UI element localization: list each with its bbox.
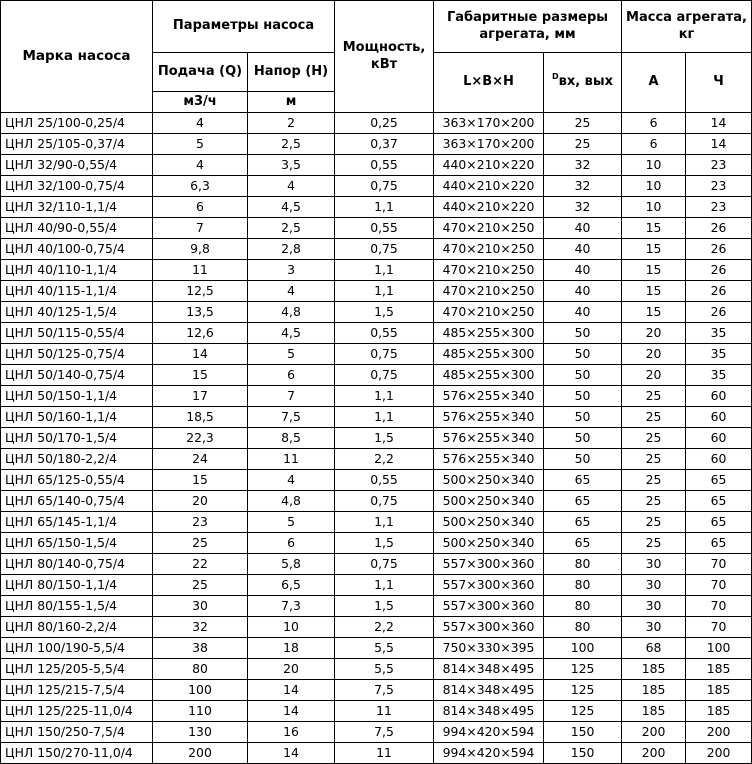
cell-pump-mark: ЦНЛ 25/100-0,25/4 xyxy=(1,113,153,134)
cell-mass-ch: 200 xyxy=(686,722,752,743)
cell-mass-ch: 26 xyxy=(686,281,752,302)
cell-dimensions: 576×255×340 xyxy=(434,407,544,428)
cell-diameter: 32 xyxy=(544,176,622,197)
cell-pump-mark: ЦНЛ 50/170-1,5/4 xyxy=(1,428,153,449)
cell-pump-mark: ЦНЛ 40/115-1,1/4 xyxy=(1,281,153,302)
cell-flow: 30 xyxy=(153,596,248,617)
cell-flow: 22,3 xyxy=(153,428,248,449)
cell-power: 7,5 xyxy=(335,680,434,701)
cell-diameter: 80 xyxy=(544,617,622,638)
cell-dimensions: 994×420×594 xyxy=(434,743,544,764)
cell-power: 2,2 xyxy=(335,617,434,638)
table-row xyxy=(1,449,752,470)
cell-dimensions: 557×300×360 xyxy=(434,554,544,575)
table-row xyxy=(1,365,752,386)
cell-head: 7 xyxy=(248,386,335,407)
cell-pump-mark: ЦНЛ 40/125-1,5/4 xyxy=(1,302,153,323)
cell-mass-a: 25 xyxy=(622,449,686,470)
cell-power: 0,75 xyxy=(335,365,434,386)
table-row xyxy=(1,554,752,575)
cell-mass-ch: 185 xyxy=(686,659,752,680)
header-pump-params: Параметры насоса xyxy=(153,1,335,53)
table-row xyxy=(1,155,752,176)
header-flow: Подача (Q) xyxy=(153,53,248,92)
cell-mass-a: 68 xyxy=(622,638,686,659)
cell-mass-a: 15 xyxy=(622,239,686,260)
cell-diameter: 65 xyxy=(544,491,622,512)
cell-mass-a: 200 xyxy=(622,722,686,743)
table-row xyxy=(1,701,752,722)
cell-mass-a: 30 xyxy=(622,617,686,638)
table-row xyxy=(1,197,752,218)
cell-pump-mark: ЦНЛ 80/155-1,5/4 xyxy=(1,596,153,617)
header-mass: Масса агрегата, кг xyxy=(622,1,752,53)
cell-dimensions: 440×210×220 xyxy=(434,197,544,218)
cell-head: 5 xyxy=(248,344,335,365)
cell-pump-mark: ЦНЛ 150/270-11,0/4 xyxy=(1,743,153,764)
cell-diameter: 80 xyxy=(544,575,622,596)
cell-diameter: 50 xyxy=(544,323,622,344)
table-row xyxy=(1,575,752,596)
cell-flow: 12,6 xyxy=(153,323,248,344)
cell-head: 2,5 xyxy=(248,218,335,239)
cell-dimensions: 576×255×340 xyxy=(434,449,544,470)
cell-diameter: 150 xyxy=(544,743,622,764)
cell-flow: 6,3 xyxy=(153,176,248,197)
cell-power: 1,1 xyxy=(335,386,434,407)
cell-head: 7,5 xyxy=(248,407,335,428)
cell-diameter: 80 xyxy=(544,596,622,617)
cell-diameter: 50 xyxy=(544,428,622,449)
cell-head: 4 xyxy=(248,470,335,491)
cell-mass-ch: 60 xyxy=(686,407,752,428)
cell-pump-mark: ЦНЛ 25/105-0,37/4 xyxy=(1,134,153,155)
header-d-sup: D xyxy=(551,72,559,82)
cell-diameter: 125 xyxy=(544,659,622,680)
header-lbh: L×B×H xyxy=(434,53,544,113)
header-head-unit: м xyxy=(248,92,335,113)
cell-head: 4 xyxy=(248,176,335,197)
cell-mass-a: 185 xyxy=(622,659,686,680)
cell-mass-ch: 14 xyxy=(686,113,752,134)
cell-pump-mark: ЦНЛ 65/140-0,75/4 xyxy=(1,491,153,512)
cell-dimensions: 470×210×250 xyxy=(434,260,544,281)
cell-head: 3,5 xyxy=(248,155,335,176)
cell-power: 1,1 xyxy=(335,260,434,281)
table-body xyxy=(1,113,752,764)
cell-mass-a: 15 xyxy=(622,302,686,323)
cell-mass-ch: 26 xyxy=(686,260,752,281)
cell-mass-ch: 65 xyxy=(686,533,752,554)
cell-power: 7,5 xyxy=(335,722,434,743)
cell-flow: 17 xyxy=(153,386,248,407)
cell-dimensions: 500×250×340 xyxy=(434,533,544,554)
cell-diameter: 50 xyxy=(544,386,622,407)
cell-diameter: 40 xyxy=(544,260,622,281)
table-row xyxy=(1,113,752,134)
cell-pump-mark: ЦНЛ 50/140-0,75/4 xyxy=(1,365,153,386)
cell-dimensions: 557×300×360 xyxy=(434,575,544,596)
cell-diameter: 65 xyxy=(544,470,622,491)
cell-dimensions: 576×255×340 xyxy=(434,428,544,449)
cell-dimensions: 440×210×220 xyxy=(434,155,544,176)
cell-flow: 25 xyxy=(153,533,248,554)
cell-pump-mark: ЦНЛ 100/190-5,5/4 xyxy=(1,638,153,659)
cell-power: 0,55 xyxy=(335,155,434,176)
cell-dimensions: 500×250×340 xyxy=(434,470,544,491)
table-row xyxy=(1,638,752,659)
cell-mass-a: 20 xyxy=(622,323,686,344)
cell-mass-ch: 26 xyxy=(686,218,752,239)
cell-mass-a: 10 xyxy=(622,197,686,218)
cell-pump-mark: ЦНЛ 32/90-0,55/4 xyxy=(1,155,153,176)
cell-head: 11 xyxy=(248,449,335,470)
cell-power: 5,5 xyxy=(335,638,434,659)
cell-power: 0,55 xyxy=(335,470,434,491)
cell-power: 0,75 xyxy=(335,344,434,365)
cell-head: 18 xyxy=(248,638,335,659)
cell-diameter: 50 xyxy=(544,344,622,365)
cell-mass-ch: 60 xyxy=(686,449,752,470)
cell-pump-mark: ЦНЛ 40/110-1,1/4 xyxy=(1,260,153,281)
table-row xyxy=(1,407,752,428)
cell-mass-a: 25 xyxy=(622,512,686,533)
cell-dimensions: 750×330×395 xyxy=(434,638,544,659)
table-row xyxy=(1,260,752,281)
cell-flow: 9,8 xyxy=(153,239,248,260)
cell-mass-a: 20 xyxy=(622,365,686,386)
table-row xyxy=(1,218,752,239)
cell-mass-a: 10 xyxy=(622,176,686,197)
table-row xyxy=(1,743,752,764)
cell-pump-mark: ЦНЛ 32/110-1,1/4 xyxy=(1,197,153,218)
cell-diameter: 40 xyxy=(544,302,622,323)
cell-head: 14 xyxy=(248,743,335,764)
cell-pump-mark: ЦНЛ 40/100-0,75/4 xyxy=(1,239,153,260)
cell-dimensions: 557×300×360 xyxy=(434,596,544,617)
cell-power: 0,55 xyxy=(335,323,434,344)
cell-dimensions: 485×255×300 xyxy=(434,365,544,386)
cell-flow: 24 xyxy=(153,449,248,470)
cell-head: 4,5 xyxy=(248,323,335,344)
cell-pump-mark: ЦНЛ 80/160-2,2/4 xyxy=(1,617,153,638)
cell-flow: 12,5 xyxy=(153,281,248,302)
cell-mass-a: 25 xyxy=(622,407,686,428)
cell-pump-mark: ЦНЛ 50/115-0,55/4 xyxy=(1,323,153,344)
cell-mass-a: 25 xyxy=(622,428,686,449)
cell-pump-mark: ЦНЛ 80/150-1,1/4 xyxy=(1,575,153,596)
cell-mass-ch: 35 xyxy=(686,323,752,344)
cell-mass-ch: 60 xyxy=(686,428,752,449)
cell-power: 1,5 xyxy=(335,428,434,449)
cell-head: 16 xyxy=(248,722,335,743)
cell-mass-ch: 23 xyxy=(686,197,752,218)
cell-diameter: 125 xyxy=(544,701,622,722)
table-row xyxy=(1,176,752,197)
header-d-rest: вх, вых xyxy=(558,74,614,90)
cell-flow: 100 xyxy=(153,680,248,701)
cell-diameter: 65 xyxy=(544,533,622,554)
cell-flow: 6 xyxy=(153,197,248,218)
cell-mass-a: 30 xyxy=(622,554,686,575)
cell-mass-ch: 200 xyxy=(686,743,752,764)
cell-flow: 25 xyxy=(153,575,248,596)
cell-mass-ch: 70 xyxy=(686,617,752,638)
cell-flow: 14 xyxy=(153,344,248,365)
cell-flow: 20 xyxy=(153,491,248,512)
cell-head: 14 xyxy=(248,701,335,722)
cell-mass-ch: 26 xyxy=(686,302,752,323)
cell-mass-ch: 70 xyxy=(686,575,752,596)
cell-power: 1,1 xyxy=(335,197,434,218)
table-row xyxy=(1,533,752,554)
cell-power: 1,1 xyxy=(335,281,434,302)
header-pump-mark: Марка насоса xyxy=(1,1,153,113)
cell-diameter: 80 xyxy=(544,554,622,575)
cell-pump-mark: ЦНЛ 125/215-7,5/4 xyxy=(1,680,153,701)
cell-mass-ch: 100 xyxy=(686,638,752,659)
cell-flow: 15 xyxy=(153,365,248,386)
cell-power: 1,5 xyxy=(335,302,434,323)
cell-mass-a: 200 xyxy=(622,743,686,764)
cell-head: 4 xyxy=(248,281,335,302)
cell-mass-a: 25 xyxy=(622,491,686,512)
cell-mass-ch: 70 xyxy=(686,596,752,617)
cell-power: 1,1 xyxy=(335,575,434,596)
table-row xyxy=(1,680,752,701)
cell-mass-ch: 70 xyxy=(686,554,752,575)
cell-dimensions: 485×255×300 xyxy=(434,344,544,365)
table-row xyxy=(1,323,752,344)
cell-head: 6 xyxy=(248,365,335,386)
cell-head: 2 xyxy=(248,113,335,134)
cell-flow: 15 xyxy=(153,470,248,491)
cell-head: 5 xyxy=(248,512,335,533)
cell-diameter: 150 xyxy=(544,722,622,743)
table-row xyxy=(1,281,752,302)
table-row xyxy=(1,659,752,680)
cell-diameter: 40 xyxy=(544,281,622,302)
cell-flow: 110 xyxy=(153,701,248,722)
cell-diameter: 50 xyxy=(544,449,622,470)
cell-mass-a: 25 xyxy=(622,533,686,554)
cell-head: 6,5 xyxy=(248,575,335,596)
cell-dimensions: 470×210×250 xyxy=(434,302,544,323)
cell-dimensions: 470×210×250 xyxy=(434,281,544,302)
cell-diameter: 40 xyxy=(544,239,622,260)
cell-dimensions: 557×300×360 xyxy=(434,617,544,638)
cell-pump-mark: ЦНЛ 125/225-11,0/4 xyxy=(1,701,153,722)
cell-mass-ch: 26 xyxy=(686,239,752,260)
cell-power: 1,5 xyxy=(335,533,434,554)
table-row xyxy=(1,722,752,743)
cell-mass-a: 185 xyxy=(622,680,686,701)
cell-head: 4,8 xyxy=(248,302,335,323)
cell-flow: 22 xyxy=(153,554,248,575)
cell-pump-mark: ЦНЛ 50/180-2,2/4 xyxy=(1,449,153,470)
cell-mass-ch: 185 xyxy=(686,680,752,701)
cell-flow: 7 xyxy=(153,218,248,239)
cell-head: 4,8 xyxy=(248,491,335,512)
cell-pump-mark: ЦНЛ 50/150-1,1/4 xyxy=(1,386,153,407)
cell-power: 0,75 xyxy=(335,491,434,512)
cell-pump-mark: ЦНЛ 65/145-1,1/4 xyxy=(1,512,153,533)
table-row xyxy=(1,302,752,323)
cell-mass-a: 25 xyxy=(622,470,686,491)
cell-diameter: 25 xyxy=(544,113,622,134)
cell-mass-a: 185 xyxy=(622,701,686,722)
cell-dimensions: 440×210×220 xyxy=(434,176,544,197)
cell-power: 0,75 xyxy=(335,176,434,197)
cell-pump-mark: ЦНЛ 50/160-1,1/4 xyxy=(1,407,153,428)
cell-dimensions: 470×210×250 xyxy=(434,218,544,239)
cell-diameter: 32 xyxy=(544,197,622,218)
cell-flow: 130 xyxy=(153,722,248,743)
cell-power: 5,5 xyxy=(335,659,434,680)
cell-pump-mark: ЦНЛ 125/205-5,5/4 xyxy=(1,659,153,680)
cell-dimensions: 576×255×340 xyxy=(434,386,544,407)
table-row xyxy=(1,596,752,617)
cell-mass-a: 10 xyxy=(622,155,686,176)
cell-head: 7,3 xyxy=(248,596,335,617)
cell-power: 0,55 xyxy=(335,218,434,239)
cell-flow: 18,5 xyxy=(153,407,248,428)
cell-power: 0,75 xyxy=(335,239,434,260)
cell-flow: 23 xyxy=(153,512,248,533)
cell-flow: 4 xyxy=(153,155,248,176)
table-row xyxy=(1,239,752,260)
cell-dimensions: 485×255×300 xyxy=(434,323,544,344)
cell-dimensions: 814×348×495 xyxy=(434,701,544,722)
cell-head: 2,5 xyxy=(248,134,335,155)
cell-flow: 38 xyxy=(153,638,248,659)
cell-mass-ch: 35 xyxy=(686,365,752,386)
cell-pump-mark: ЦНЛ 65/125-0,55/4 xyxy=(1,470,153,491)
cell-flow: 11 xyxy=(153,260,248,281)
cell-pump-mark: ЦНЛ 32/100-0,75/4 xyxy=(1,176,153,197)
header-power: Мощность, кВт xyxy=(335,1,434,113)
cell-power: 0,75 xyxy=(335,554,434,575)
cell-dimensions: 500×250×340 xyxy=(434,491,544,512)
cell-pump-mark: ЦНЛ 150/250-7,5/4 xyxy=(1,722,153,743)
cell-mass-ch: 60 xyxy=(686,386,752,407)
cell-power: 11 xyxy=(335,743,434,764)
cell-mass-a: 30 xyxy=(622,575,686,596)
cell-diameter: 50 xyxy=(544,365,622,386)
cell-dimensions: 994×420×594 xyxy=(434,722,544,743)
cell-head: 5,8 xyxy=(248,554,335,575)
cell-dimensions: 500×250×340 xyxy=(434,512,544,533)
cell-diameter: 25 xyxy=(544,134,622,155)
table-row xyxy=(1,134,752,155)
cell-mass-a: 25 xyxy=(622,386,686,407)
header-d-inlet-outlet xyxy=(544,53,622,113)
cell-flow: 13,5 xyxy=(153,302,248,323)
cell-mass-a: 15 xyxy=(622,281,686,302)
cell-mass-ch: 65 xyxy=(686,512,752,533)
cell-mass-a: 15 xyxy=(622,260,686,281)
header-head: Напор (H) xyxy=(248,53,335,92)
cell-mass-ch: 14 xyxy=(686,134,752,155)
header-flow-unit: м3/ч xyxy=(153,92,248,113)
cell-head: 3 xyxy=(248,260,335,281)
cell-mass-ch: 35 xyxy=(686,344,752,365)
cell-mass-a: 6 xyxy=(622,113,686,134)
cell-diameter: 40 xyxy=(544,218,622,239)
table-row xyxy=(1,491,752,512)
cell-mass-ch: 185 xyxy=(686,701,752,722)
cell-mass-a: 30 xyxy=(622,596,686,617)
cell-diameter: 50 xyxy=(544,407,622,428)
table-row xyxy=(1,617,752,638)
cell-head: 14 xyxy=(248,680,335,701)
cell-diameter: 65 xyxy=(544,512,622,533)
cell-flow: 80 xyxy=(153,659,248,680)
cell-power: 11 xyxy=(335,701,434,722)
cell-flow: 5 xyxy=(153,134,248,155)
cell-head: 4,5 xyxy=(248,197,335,218)
cell-power: 1,1 xyxy=(335,407,434,428)
cell-mass-ch: 65 xyxy=(686,470,752,491)
cell-diameter: 32 xyxy=(544,155,622,176)
cell-pump-mark: ЦНЛ 40/90-0,55/4 xyxy=(1,218,153,239)
cell-power: 0,25 xyxy=(335,113,434,134)
header-mass-a: А xyxy=(622,53,686,113)
cell-mass-a: 6 xyxy=(622,134,686,155)
cell-pump-mark: ЦНЛ 65/150-1,5/4 xyxy=(1,533,153,554)
table-row xyxy=(1,512,752,533)
cell-head: 8,5 xyxy=(248,428,335,449)
cell-pump-mark: ЦНЛ 50/125-0,75/4 xyxy=(1,344,153,365)
cell-mass-a: 15 xyxy=(622,218,686,239)
cell-dimensions: 470×210×250 xyxy=(434,239,544,260)
cell-flow: 200 xyxy=(153,743,248,764)
cell-mass-ch: 65 xyxy=(686,491,752,512)
cell-dimensions: 814×348×495 xyxy=(434,680,544,701)
cell-flow: 32 xyxy=(153,617,248,638)
cell-pump-mark: ЦНЛ 80/140-0,75/4 xyxy=(1,554,153,575)
table-row xyxy=(1,470,752,491)
cell-flow: 4 xyxy=(153,113,248,134)
cell-dimensions: 363×170×200 xyxy=(434,134,544,155)
table-row xyxy=(1,428,752,449)
cell-head: 6 xyxy=(248,533,335,554)
cell-head: 2,8 xyxy=(248,239,335,260)
cell-diameter: 100 xyxy=(544,638,622,659)
cell-diameter: 125 xyxy=(544,680,622,701)
cell-power: 1,1 xyxy=(335,512,434,533)
cell-power: 1,5 xyxy=(335,596,434,617)
cell-mass-ch: 23 xyxy=(686,155,752,176)
table-row xyxy=(1,344,752,365)
cell-mass-a: 20 xyxy=(622,344,686,365)
table-row xyxy=(1,386,752,407)
cell-power: 2,2 xyxy=(335,449,434,470)
cell-head: 10 xyxy=(248,617,335,638)
cell-dimensions: 363×170×200 xyxy=(434,113,544,134)
header-mass-ch: Ч xyxy=(686,53,752,113)
header-dimensions: Габаритные размеры агрегата, мм xyxy=(434,1,622,53)
cell-mass-ch: 23 xyxy=(686,176,752,197)
cell-dimensions: 814×348×495 xyxy=(434,659,544,680)
cell-power: 0,37 xyxy=(335,134,434,155)
cell-head: 20 xyxy=(248,659,335,680)
